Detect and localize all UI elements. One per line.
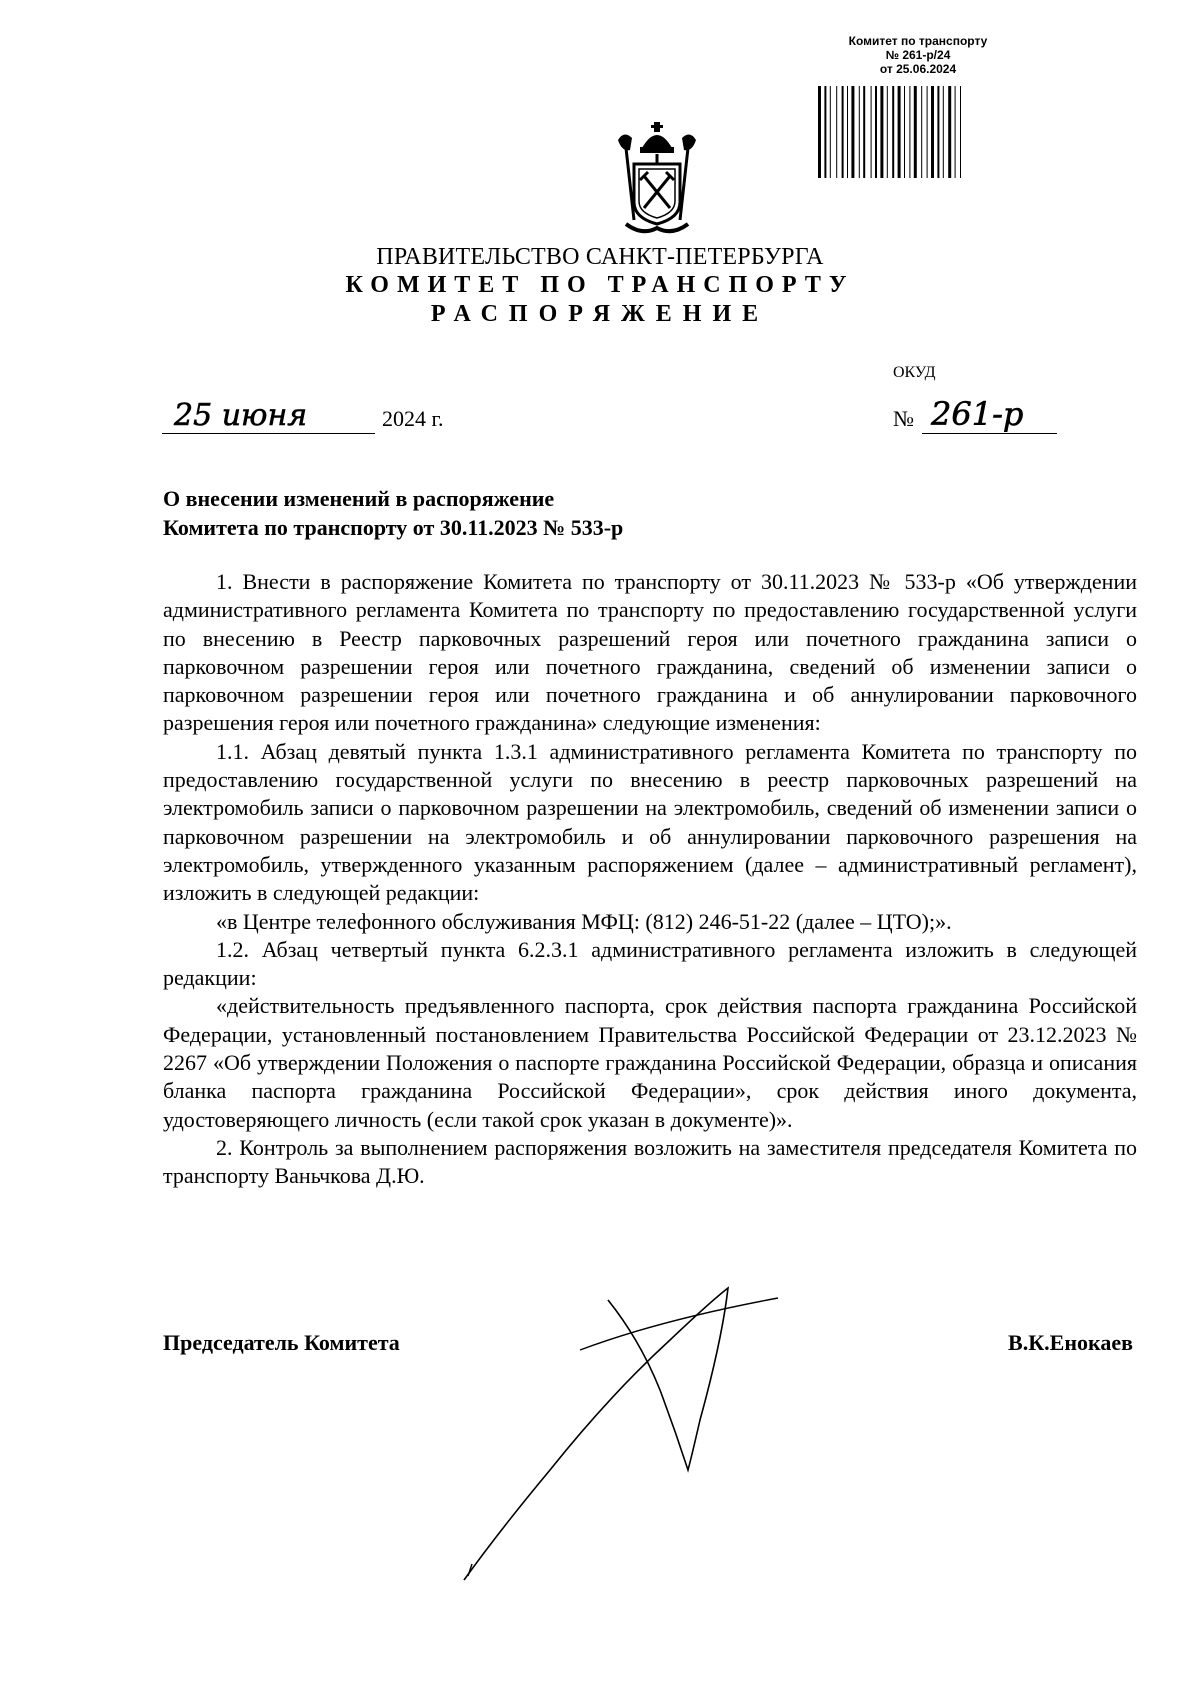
coat-of-arms-icon [612,120,702,238]
okud-label: ОКУД [893,364,936,381]
barcode-bar [836,86,837,178]
paragraph-1-1: 1.1. Абзац девятый пункта 1.3.1 административного регламента Комитета по транспорту по предоставлению государственной услуги по внесению в реестр парковочных разрешений на электромобиль записи о парковочном разрешении на электромобиль, сведений об изменении записи о парковочном разрешении на электромобиль и об аннулировании парковочного разрешения на электромобиль, утвержденного указанным распоряжением (далее – административный регламент), изложить в следующей редакции: [163,738,1137,906]
paragraph-1-1-text: «в Центре телефонного обслуживания МФЦ: (812) 246-51-22 (далее – ЦТО);». [216,908,952,934]
barcode-bar [937,86,939,178]
date-year: 2024 г. [382,406,444,431]
svg-text:25 июня: 25 июня [174,398,308,433]
barcode-bar [842,86,844,178]
barcode-bar [960,86,961,178]
signatory-title: Председатель Комитета [163,1330,400,1355]
paragraph-2: 2. Контроль за выполнением распоряжения возложить на заместителя председателя Комитета по транспорту Ваньчкова Д.Ю. [163,1134,1137,1189]
barcode-bar [904,86,905,178]
barcode-bar [830,86,831,178]
barcode-bar [871,86,872,178]
barcode-bar [818,86,821,178]
subject-line-1: О внесении изменений в распоряжение [163,486,555,511]
handwritten-signature [460,1280,800,1590]
barcode-bar [892,86,894,178]
paragraph-1-2-text: «действительность предъявленного паспорта, срок действия паспорта гражданина Российской Федерации, установленный постановлением Правительства Российской Федерации от 23.12.2023 № 2267 «Об утверждении Положения о паспорте гражданина Российской Федерации, образца и описания бланка паспорта гражданина Российской Федерации», срок действия иного документа, удостоверяющего личность (если такой срок указан в документе)». [163,993,1137,1132]
committee-title: КОМИТЕТ ПО ТРАНСПОРТУ [345,272,855,298]
document-type: РАСПОРЯЖЕНИЕ [430,301,770,327]
svg-text:261-р: 261-р [931,395,1024,433]
barcode-bar [948,86,951,178]
signatory-name: В.К.Енокаев [1008,1330,1133,1355]
barcode-bar [851,86,854,178]
barcode-bar [927,86,928,178]
barcode-bar [859,86,860,178]
government-title: ПРАВИТЕЛЬСТВО САНКТ-ПЕТЕРБУРГА [376,244,824,270]
document-subject [163,484,623,542]
paragraph-1: 1. Внести в распоряжение Комитета по транспорту от 30.11.2023 № 533-р «Об утверждении административного регламента Комитета по транспорту по предоставлению государственной услуги по внесению в Реестр парковочных разрешений героя или почетного гражданина записи о парковочном разрешении героя или почетного гражданина, сведений об изменении записи о парковочном разрешении героя или почетного гражданина и об аннулировании парковочного разрешения героя или почетного гражданина» следующие изменения: [163,569,1137,736]
barcode-bar [880,86,883,178]
barcode-bar [914,86,917,178]
barcode-bar [898,86,901,178]
stamp-line-3: от 25.06.2024 [879,62,957,76]
registration-stamp [816,34,1020,76]
handwritten-date [168,393,368,433]
stamp-line-2: № 261-р/24 [885,48,951,62]
barcode-bar [943,86,944,178]
barcode-bar [909,86,910,178]
barcode-bar [887,86,888,178]
barcode-bar [847,86,848,178]
barcode-bar [863,86,865,178]
document-body [163,568,1137,1191]
barcode-bar [955,86,956,178]
barcode-bar [875,86,877,178]
barcode [818,86,1022,178]
number-sign: № [893,406,914,431]
handwritten-number [925,385,1055,435]
subject-line-2: Комитета по транспорту от 30.11.2023 № 533-р [163,515,624,540]
barcode-bar [931,86,934,178]
stamp-line-1: Комитет по транспорту [848,34,988,48]
barcode-bar [824,86,826,178]
paragraph-1-2: 1.2. Абзац четвертый пункта 6.2.3.1 административного регламента изложить в следующей редакции: [163,936,1137,991]
barcode-bar [921,86,922,178]
